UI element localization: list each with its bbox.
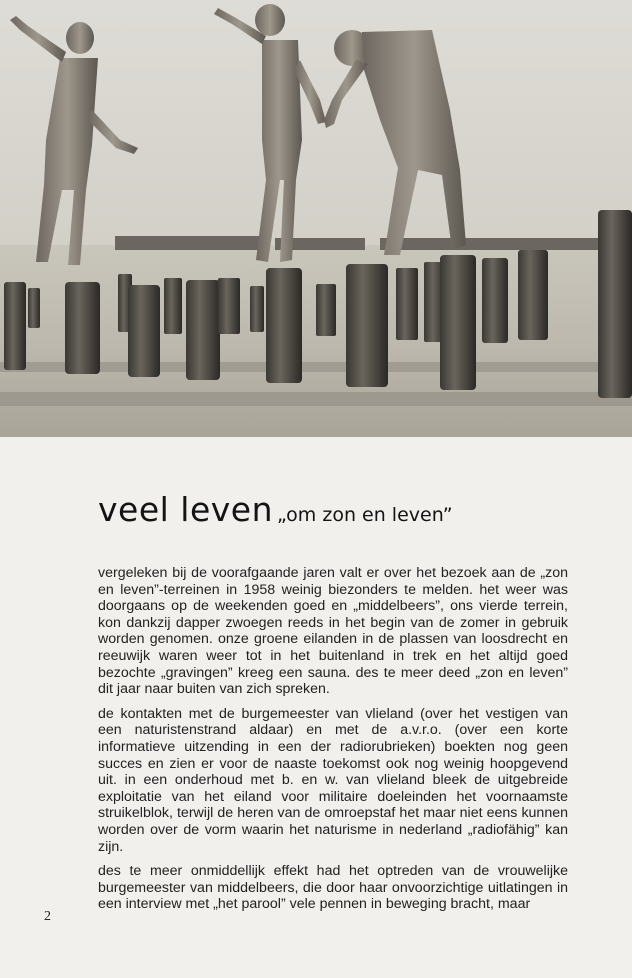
heading-main: veel leven [98, 490, 274, 529]
heading-sub: „om zon en leven” [277, 504, 453, 526]
article-heading [98, 490, 618, 529]
beach-posts-illustration [0, 0, 632, 437]
paragraph: de kontakten met de burgemeester van vlieland (over het vestigen van een naturistenstrand aldaar) en met de a.v.r.o. (over een korte informatieve uitzending in een der radiorubrieken) boekten nog geen succes en zien er voor de naaste toekomst ook nog weinig hoopgevend uit. in een onderhoud met b. en w. van vlieland bleek de uitgebreide exploitatie van het eiland voor militaire doeleinden het voornaamste struikelblok, terwijl de heren van de omroepstaf het maar niet eens kunnen worden over de vorm waarin het naturisme in nederland „radiofähig” kan zijn. [98, 705, 568, 855]
distant-posts [115, 236, 600, 250]
paragraph: vergeleken bij de voorafgaande jaren valt er over het bezoek aan de „zon en leven”-terreinen in 1958 weinig biezonders te melden. het weer was doorgaans op de weekenden goed en „middelbeers”, ons vierde terrein, kon dankzij dapper zwoegen reeds in het begin van de zomer in gebruik worden genomen. onze groene eilanden in de plassen van loosdrecht en reeuwijk waren weer tot in het buitenland in trek en het altijd goed bezochte „gravingen” kreeg een sauna. des te meer deed „zon en leven” dit jaar naar buiten van zich spreken. [98, 565, 568, 698]
page-number: 2 [44, 909, 51, 924]
paragraph: des te meer onmiddellijk effekt had het optreden van de vrouwelijke burgemeester van middelbeers, die door haar onvoorzichtige uitlatingen in een interview met „het parool” vele pennen in beweging bracht, maar [98, 863, 568, 913]
beach-photo [0, 0, 632, 437]
article-body [98, 565, 568, 921]
